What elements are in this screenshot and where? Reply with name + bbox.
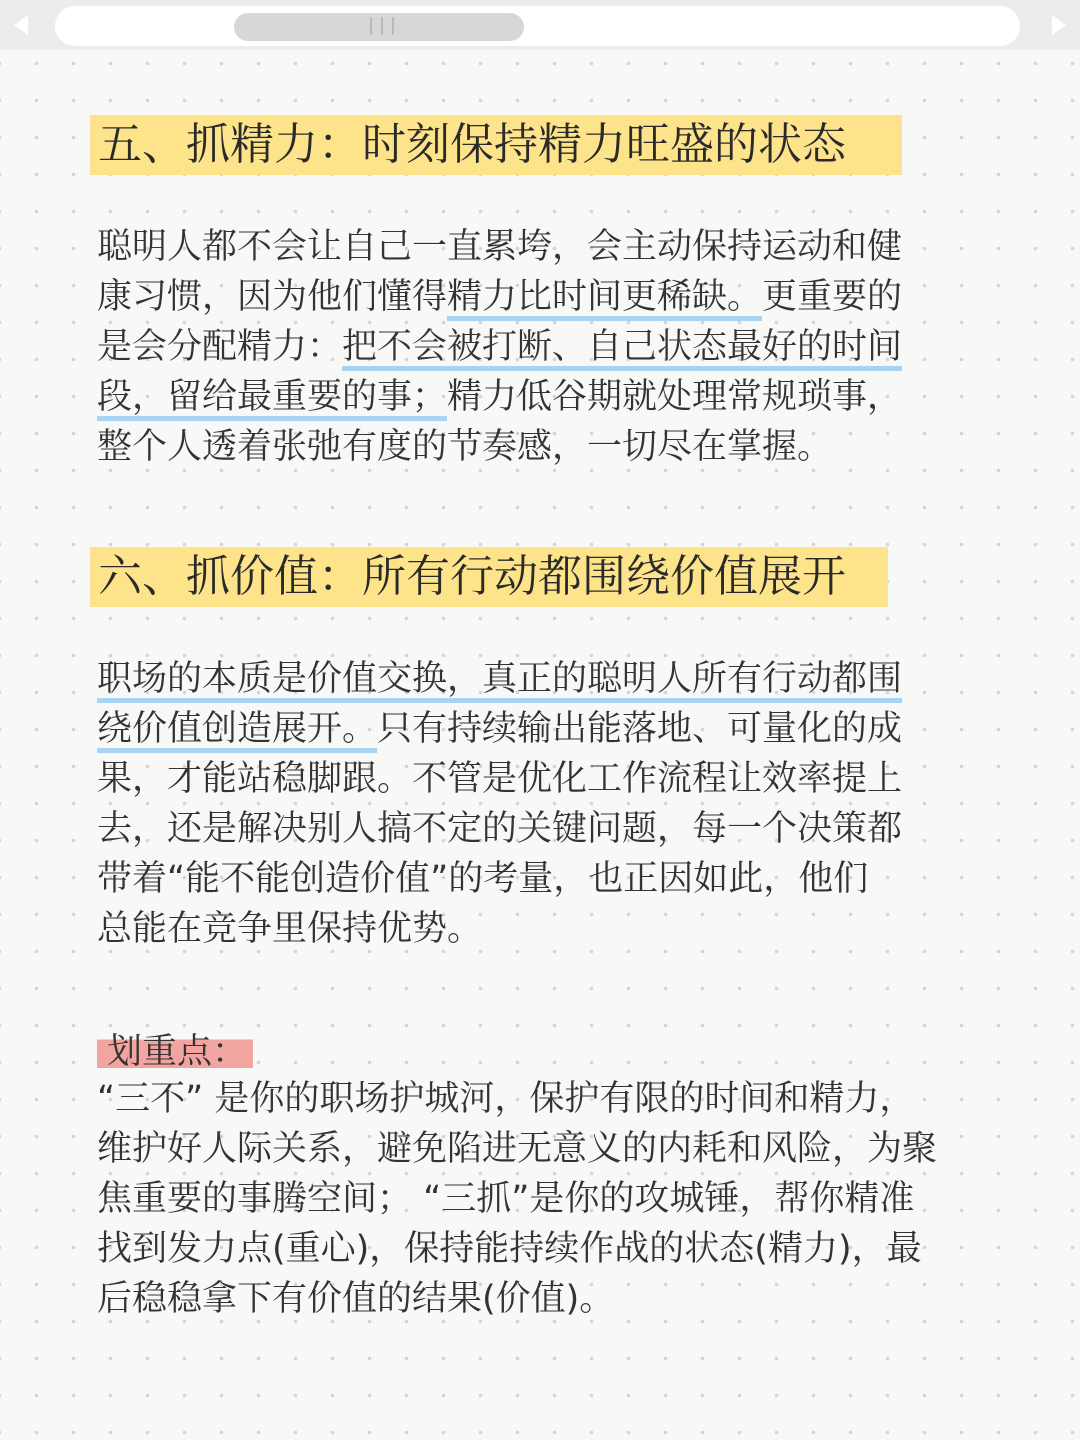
underlined-text: 把不会被打断、自己状态最好的时间 [342,327,903,367]
text-line [97,1124,977,1174]
text-line [97,654,977,704]
underlined-text: 绕价值创造展开。 [97,709,378,749]
key-points-label: 划重点： [97,1030,253,1074]
text-line [97,1224,977,1274]
text-segment: 后稳稳拿下有价值的结果(价值)。 [97,1279,615,1319]
text-segment: 只有持续输出能落地、可量化的成 [377,709,903,749]
text-segment: 康习惯，因为他们懂得 [97,277,448,317]
drag-handle-icon [370,17,394,37]
text-line [97,372,977,422]
text-segment: 果，才能站稳脚跟。不管是优化工作流程让效率提上 [97,759,903,799]
text-segment: 带着“能不能创造价值”的考量，也正因如此，他们 [97,859,869,899]
text-line [97,272,977,322]
text-line [97,804,977,854]
text-line [97,754,977,804]
text-segment: 聪明人都不会让自己一直累垮，会主动保持运动和健 [97,227,903,267]
back-arrow-icon[interactable] [14,15,28,35]
forward-arrow-icon[interactable] [1052,15,1066,35]
key-points-paragraph [97,1074,977,1324]
text-segment: 维护好人际关系，避免陷进无意义的内耗和风险，为聚 [97,1129,938,1169]
address-bar[interactable] [55,6,1020,46]
section-5-paragraph [97,222,977,472]
text-line [97,422,977,472]
text-segment: 去，还是解决别人搞不定的关键问题，每一个决策都 [97,809,903,849]
text-line [97,854,977,904]
text-segment: 是会分配精力： [97,327,343,367]
text-segment: 整个人透着张弛有度的节奏感，一切尽在掌握。 [97,427,833,467]
section-6-paragraph [97,654,977,954]
section-5-heading: 五、抓精力：时刻保持精力旺盛的状态 [90,115,902,175]
text-line [97,1274,977,1324]
underlined-text: 段，留给最重要的事； [97,377,448,417]
text-segment: “三不” 是你的职场护城河，保护有限的时间和精力， [97,1079,915,1119]
text-segment: 精力低谷期就处理常规琐事， [447,377,903,417]
text-line [97,222,977,272]
underlined-text: 职场的本质是价值交换，真正的聪明人所有行动都围 [97,659,903,699]
text-line [97,322,977,372]
text-line [97,904,977,954]
section-6-heading: 六、抓价值：所有行动都围绕价值展开 [90,547,888,607]
text-line [97,704,977,754]
text-segment: 找到发力点(重心)，保持能持续作战的状态(精力)，最 [97,1229,922,1269]
text-line [97,1074,977,1124]
browser-toolbar [0,0,1080,50]
text-line [97,1174,977,1224]
text-segment: 焦重要的事腾空间； “三抓”是你的攻城锤，帮你精准 [97,1179,915,1219]
text-segment: 更重要的 [762,277,903,317]
underlined-text: 精力比时间更稀缺。 [447,277,763,317]
text-segment: 总能在竞争里保持优势。 [97,909,483,949]
